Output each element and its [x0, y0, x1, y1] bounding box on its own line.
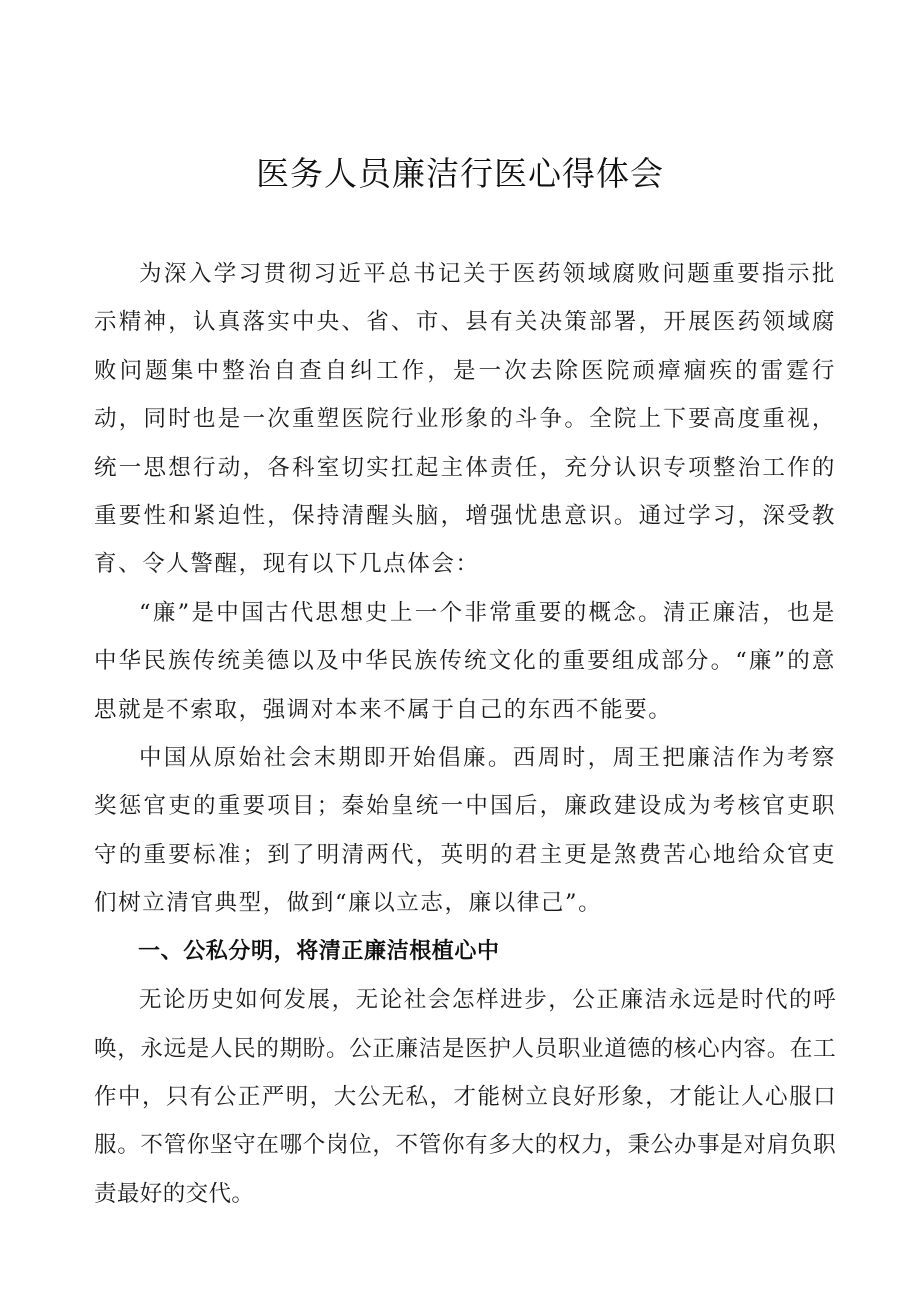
section-heading: 一、公私分明，将清正廉洁根植心中	[138, 938, 500, 964]
paragraph-history: 中国从原始社会末期即开始倡廉。西周时，周王把廉洁作为考察奖惩官吏的重要项目；秦始皇统一中国后，廉政建设成为考核官吏职守的重要标准；到了明清两代，英明的君主更是煞费苦心地给众官吏们树立清官典型，做到“廉以立志，廉以律己”。	[94, 745, 836, 917]
document-title: 医务人员廉洁行医心得体会	[256, 154, 664, 193]
paragraph-section-one: 无论历史如何发展，无论社会怎样进步，公正廉洁永远是时代的呼唤，永远是人民的期盼。公正廉洁是医护人员职业道德的核心内容。在工作中，只有公正严明，大公无私，才能树立良好形象，才能让人心服口服。不管你坚守在哪个岗位，不管你有多大的权力，秉公办事是对肩负职责最好的交代。	[94, 987, 836, 1207]
paragraph-lian-concept: “廉”是中国古代思想史上一个非常重要的概念。清正廉洁，也是中华民族传统美德以及中华民族传统文化的重要组成部分。“廉”的意思就是不索取，强调对本来不属于自己的东西不能要。	[94, 599, 836, 723]
document-body	[94, 250, 836, 1218]
paragraph-intro: 为深入学习贯彻习近平总书记关于医药领域腐败问题重要指示批示精神，认真落实中央、省、市、县有关决策部署，开展医药领域腐败问题集中整治自查自纠工作，是一次去除医院顽瘴痼疾的雷霆行动，同时也是一次重塑医院行业形象的斗争。全院上下要高度重视，统一思想行动，各科室切实扛起主体责任，充分认识专项整治工作的重要性和紧迫性，保持清醒头脑，增强忧患意识。通过学习，深受教育、令人警醒，现有以下几点体会：	[94, 261, 836, 578]
